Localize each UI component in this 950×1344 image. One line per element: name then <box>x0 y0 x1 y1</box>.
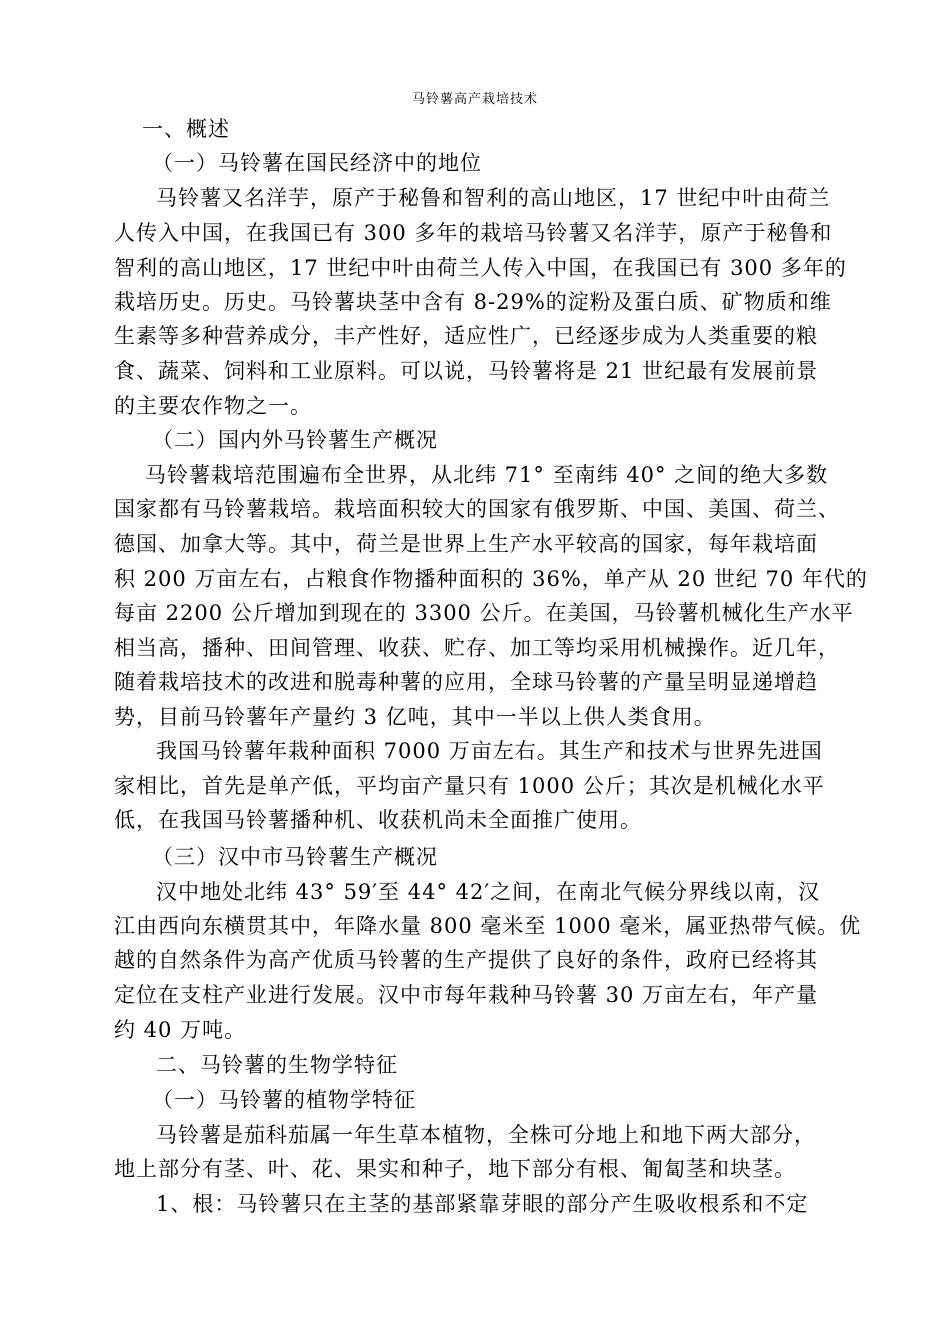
paragraph-line: 1、根：马铃薯只在主茎的基部紧靠芽眼的部分产生吸收根系和不定 <box>156 1192 809 1216</box>
document-header-title: 马铃薯高产栽培技术 <box>411 92 538 107</box>
paragraph-line: 栽培历史。历史。马铃薯块茎中含有 8-29%的淀粉及蛋白质、矿物质和维 <box>114 290 832 314</box>
paragraph-line: 地上部分有茎、叶、花、果实和种子，地下部分有根、匍匐茎和块茎。 <box>114 1157 796 1181</box>
paragraph-line: 随着栽培技术的改进和脱毒种薯的应用，全球马铃薯的产量呈明显递增趋 <box>114 670 818 694</box>
subsection-heading-4: （一）马铃薯的植物学特征 <box>152 1088 416 1112</box>
paragraph-line: 马铃薯又名洋芋，原产于秘鲁和智利的高山地区，17 世纪中叶由荷兰 <box>156 186 831 210</box>
paragraph-line: 江由西向东横贯其中，年降水量 800 毫米至 1000 毫米，属亚热带气候。优 <box>114 914 862 938</box>
paragraph-line: 生素等多种营养成分，丰产性好，适应性广，已经逐步成为人类重要的粮 <box>114 324 818 348</box>
paragraph-line: 低，在我国马铃薯播种机、收获机尚未全面推广使用。 <box>114 808 642 832</box>
paragraph-line: 马铃薯是茄科茄属一年生草本植物，全株可分地上和地下两大部分， <box>156 1123 816 1147</box>
paragraph-line: 国家都有马铃薯栽培。栽培面积较大的国家有俄罗斯、中国、美国、荷兰、 <box>114 497 840 521</box>
section-heading-overview: 一、概述 <box>142 117 230 141</box>
paragraph-line: 约 40 万吨。 <box>114 1018 247 1042</box>
paragraph-line: 定位在支柱产业进行发展。汉中市每年栽种马铃薯 30 万亩左右，年产量 <box>114 983 819 1007</box>
paragraph-line: 我国马铃薯年栽种面积 7000 万亩左右。其生产和技术与世界先进国 <box>156 739 823 763</box>
paragraph-line: 家相比，首先是单产低，平均亩产量只有 1000 公斤；其次是机械化水平 <box>114 774 825 798</box>
paragraph-line: 食、蔬菜、饲料和工业原料。可以说，马铃薯将是 21 世纪最有发展前景 <box>114 359 819 383</box>
paragraph-line: 的主要农作物之一。 <box>114 394 312 418</box>
paragraph-line: 越的自然条件为高产优质马铃薯的生产提供了良好的条件，政府已经将其 <box>114 948 818 972</box>
paragraph-line: 人传入中国，在我国已有 300 多年的栽培马铃薯又名洋芋，原产于秘鲁和 <box>114 221 833 245</box>
paragraph-line: 汉中地处北纬 43° 59′至 44° 42′之间，在南北气候分界线以南，汉 <box>156 880 821 904</box>
paragraph-line: 每亩 2200 公斤增加到现在的 3300 公斤。在美国，马铃薯机械化生产水平 <box>114 601 854 625</box>
subsection-heading-3: （三）汉中市马铃薯生产概况 <box>152 845 438 869</box>
paragraph-line: 马铃薯栽培范围遍布全世界，从北纬 71° 至南纬 40° 之间的绝大多数 <box>145 463 829 487</box>
section-heading-biology: 二、马铃薯的生物学特征 <box>156 1053 398 1077</box>
subsection-heading-1: （一）马铃薯在国民经济中的地位 <box>152 151 482 175</box>
subsection-heading-2: （二）国内外马铃薯生产概况 <box>152 428 438 452</box>
paragraph-line: 智利的高山地区，17 世纪中叶由荷兰人传入中国，在我国已有 300 多年的 <box>114 256 847 280</box>
paragraph-line: 势，目前马铃薯年产量约 3 亿吨，其中一半以上供人类食用。 <box>114 705 716 729</box>
paragraph-line: 积 200 万亩左右，占粮食作物播种面积的 36%，单产从 20 世纪 70 年代的 <box>114 567 868 591</box>
paragraph-line: 德国、加拿大等。其中，荷兰是世界上生产水平较高的国家，每年栽培面 <box>114 532 818 556</box>
paragraph-line: 相当高，播种、田间管理、收获、贮存、加工等均采用机械操作。近几年， <box>114 636 840 660</box>
